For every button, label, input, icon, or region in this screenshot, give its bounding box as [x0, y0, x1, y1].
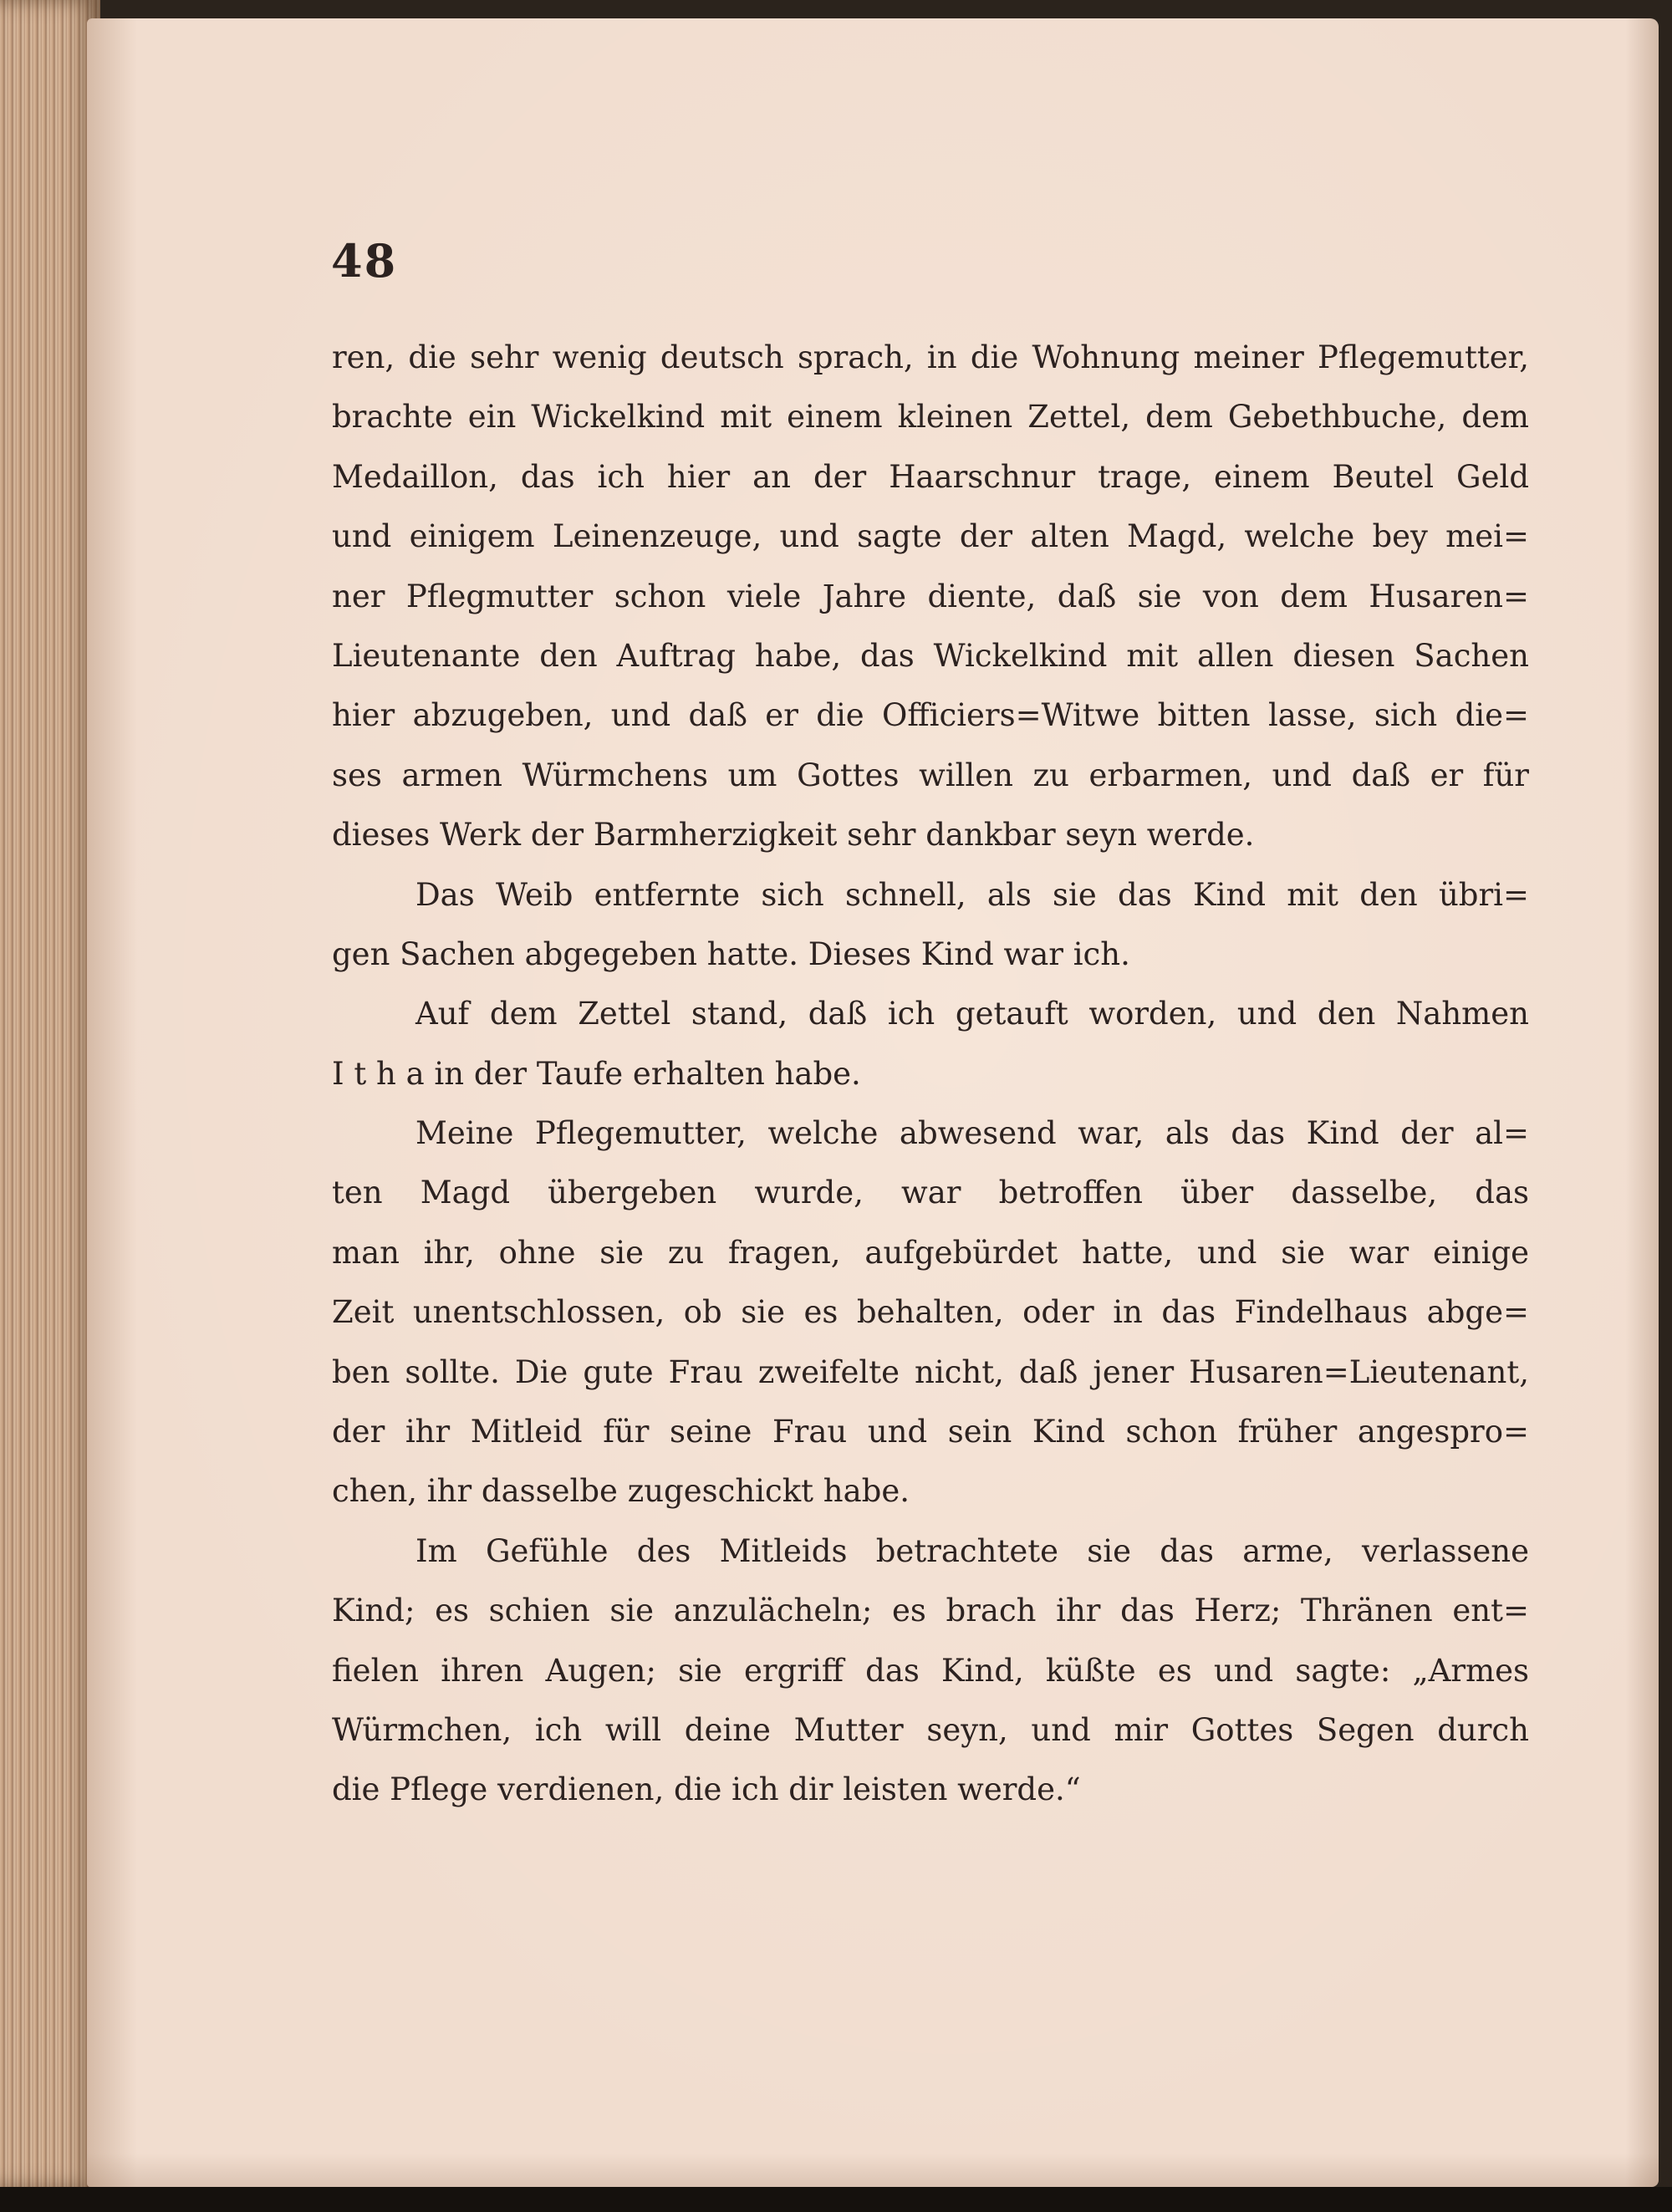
text-line: Zeit unentschlossen, ob sie es behalten, oder in das Findelhaus abge= [332, 1294, 1529, 1331]
body-text [332, 328, 1529, 1820]
text-line: dieses Werk der Barmherzigkeit sehr dankbar seyn werde. [332, 817, 1255, 854]
text-line: Medaillon, das ich hier an der Haarschnur trage, einem Beutel Geld [332, 458, 1529, 495]
page-number: 48 [331, 234, 398, 288]
text-line: gen Sachen abgegeben hatte. Dieses Kind war ich. [332, 935, 1130, 972]
text-line: ten Magd übergeben wurde, war betroffen über dasselbe, das [332, 1175, 1529, 1211]
text-line: der ihr Mitleid für seine Frau und sein Kind schon früher angespro= [332, 1414, 1529, 1450]
text-line: I t h a in der Taufe erhalten habe. [332, 1055, 861, 1092]
text-line: hier abzugeben, und daß er die Officiers=Witwe bitten lasse, sich die= [332, 697, 1529, 734]
text-line: Auf dem Zettel stand, daß ich getauft worden, und den Nahmen [415, 996, 1529, 1032]
text-line: ren, die sehr wenig deutsch sprach, in die Wohnung meiner Pflegemutter, [332, 339, 1529, 375]
book-page-edges [0, 0, 100, 2187]
text-line: Im Gefühle des Mitleids betrachtete sie das arme, verlassene [415, 1532, 1529, 1569]
text-line: man ihr, ohne sie zu fragen, aufgebürdet hatte, und sie war einige [332, 1234, 1529, 1271]
scan-background-strip [0, 2187, 1672, 2212]
text-line: und einigem Leinenzeuge, und sagte der alten Magd, welche bey mei= [332, 518, 1529, 555]
text-line: brachte ein Wickelkind mit einem kleinen Zettel, dem Gebethbuche, dem [332, 399, 1529, 436]
text-line: ses armen Würmchens um Gottes willen zu erbarmen, und daß er für [332, 757, 1529, 793]
text-line: chen, ihr dasselbe zugeschickt habe. [332, 1473, 910, 1510]
text-line: ben sollte. Die gute Frau zweifelte nicht, daß jener Husaren=Lieutenant, [332, 1353, 1529, 1390]
text-line: Das Weib entfernte sich schnell, als sie das Kind mit den übri= [415, 876, 1529, 913]
text-line: fielen ihren Augen; sie ergriff das Kind, küßte es und sagte: „Armes [332, 1652, 1529, 1689]
text-line: Meine Pflegemutter, welche abwesend war, als das Kind der al= [415, 1115, 1529, 1152]
text-line: ner Pflegmutter schon viele Jahre diente, daß sie von dem Husaren= [332, 578, 1529, 614]
text-line: die Pflege verdienen, die ich dir leisten werde.“ [332, 1771, 1081, 1808]
text-line: Kind; es schien sie anzulächeln; es brach ihr das Herz; Thränen ent= [332, 1593, 1529, 1629]
text-line: Würmchen, ich will deine Mutter seyn, und mir Gottes Segen durch [332, 1711, 1529, 1748]
text-line: Lieutenante den Auftrag habe, das Wickelkind mit allen diesen Sachen [332, 637, 1529, 674]
